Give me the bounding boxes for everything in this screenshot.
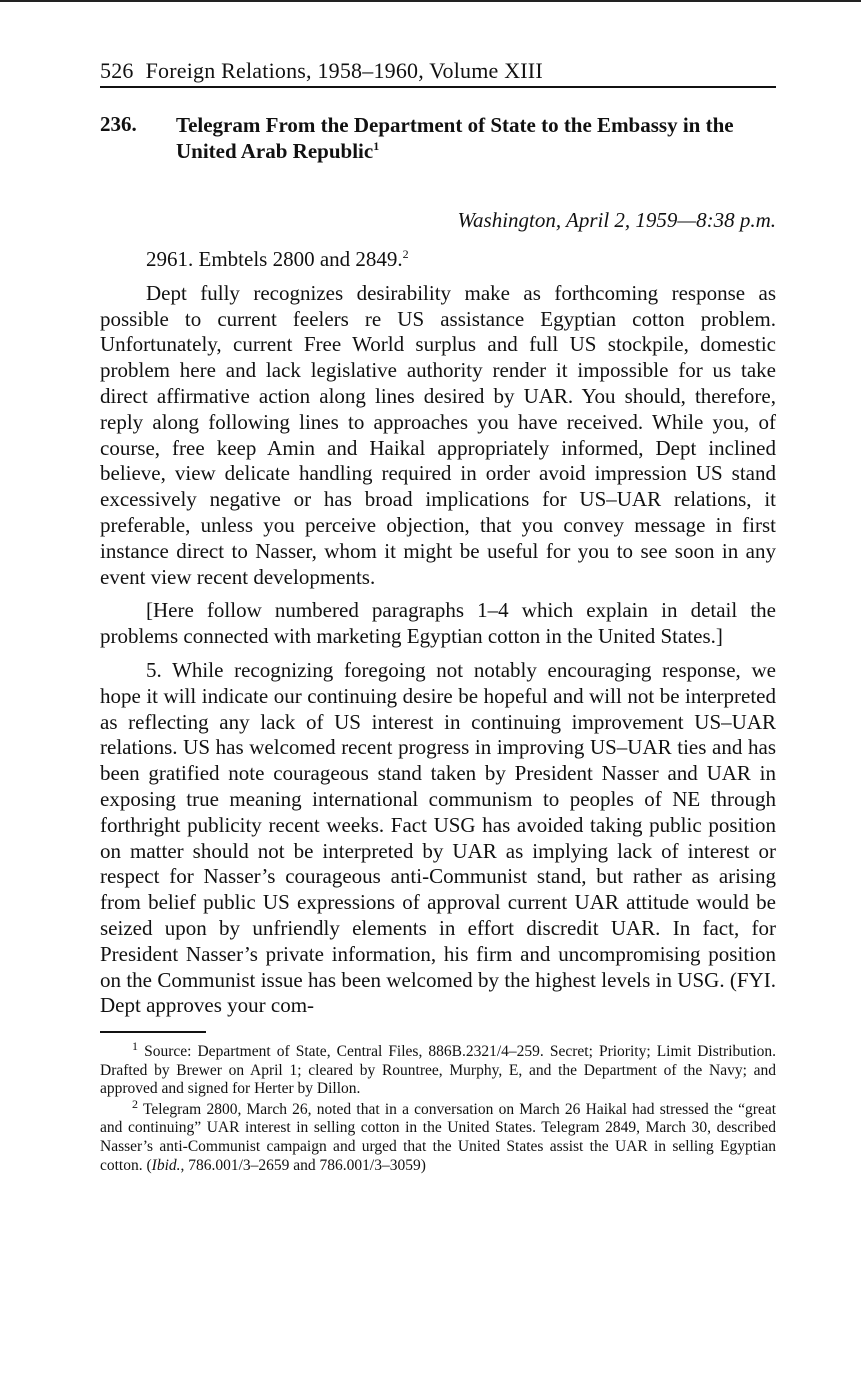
reference-line-text: 2961. Embtels 2800 and 2849. — [146, 247, 403, 271]
reference-line — [100, 247, 776, 273]
footnote-2-text-b: , 786.001/3–2659 and 786.001/3–3059) — [180, 1156, 426, 1174]
footnote-divider — [100, 1031, 206, 1033]
footnote-2-ibid: Ibid. — [151, 1156, 181, 1174]
footnote-2 — [100, 1096, 776, 1175]
footnote-2-mark: 2 — [132, 1096, 138, 1111]
footnote-1 — [100, 1038, 776, 1099]
page-number: 526 — [100, 58, 134, 83]
paragraph-1: Dept fully recognizes desirability make as forthcoming response as possible to current feelers re US assistance Egyptian cotton problem. Unfortunately, current Free World surplus and full US stockpile, domestic problem here and lack legislative authority render it impossible for us take direct affirmative action along lines desired by UAR. You should, therefore, reply along following lines to approaches you have received. While you, of course, free keep Amin and Haikal appropriately informed, Dept inclined believe, view delicate handling required in order avoid impression US stand excessively negative or has broad implications for US–UAR relations, it preferable, unless you perceive objection, that you convey message in first instance direct to Nasser, whom it might be useful for you to see soon in any event view recent developments. — [100, 280, 776, 589]
running-title: Foreign Relations, 1958–1960, Volume XIII — [145, 58, 543, 83]
footnote-ref-1: 1 — [373, 139, 380, 153]
dateline: Washington, April 2, 1959—8:38 p.m. — [457, 208, 776, 232]
footnote-1-mark: 1 — [132, 1038, 138, 1053]
document-heading — [100, 112, 776, 164]
document-page — [100, 58, 776, 1175]
telegram-body — [100, 247, 776, 1019]
running-header — [100, 58, 776, 88]
document-title-text: Telegram From the Department of State to the Embassy in the United Arab Republic — [176, 113, 734, 163]
footnote-ref-2: 2 — [402, 247, 409, 261]
paragraph-3: 5. While recognizing foregoing not notably encouraging response, we hope it will indicate our continuing desire be hopeful and will not be interpreted as reflecting any lack of US interest in continuing improvement US–UAR relations. US has welcomed recent progress in improving US–UAR ties and has been gratified note courageous stand taken by President Nasser and UAR in exposing true meaning international communism to peoples of NE through forthright publicity recent weeks. Fact USG has avoided taking public position on matter should not be interpreted by UAR as implying lack of interest or respect for Nasser’s courageous anti-Communist stand, but rather as arising from belief public US expressions of approval current UAR attitude would be seized upon by unfriendly elements in effort discredit UAR. In fact, for President Nasser’s private information, his firm and uncompromising position on the Communist issue has been welcomed by the highest levels in USG. (FYI. Dept approves your com- — [100, 657, 776, 1018]
footnote-2-text-a: Telegram 2800, March 26, noted that in a conversation on March 26 Haikal had stressed the “great and continuing” UAR interest in selling cotton in the United States. Telegram 2849, March 30, described Nasser’s anti-Communist campaign and urged that the United States assist the UAR in selling Egyptian cotton. ( — [100, 1100, 776, 1174]
footnotes — [100, 1038, 776, 1175]
paragraph-2: [Here follow numbered paragraphs 1–4 which explain in detail the problems connected with marketing Egyptian cotton in the United States.] — [100, 598, 776, 649]
document-title — [176, 112, 776, 164]
page-top-edge — [0, 0, 861, 2]
footnote-1-text: Source: Department of State, Central Files, 886B.2321/4–259. Secret; Priority; Limit Distribution. Drafted by Brewer on April 1; cleared by Rountree, Murphy, E, and the Department of the Navy; and approved and signed for Herter by Dillon. — [100, 1043, 776, 1098]
document-number: 236. — [100, 112, 137, 136]
